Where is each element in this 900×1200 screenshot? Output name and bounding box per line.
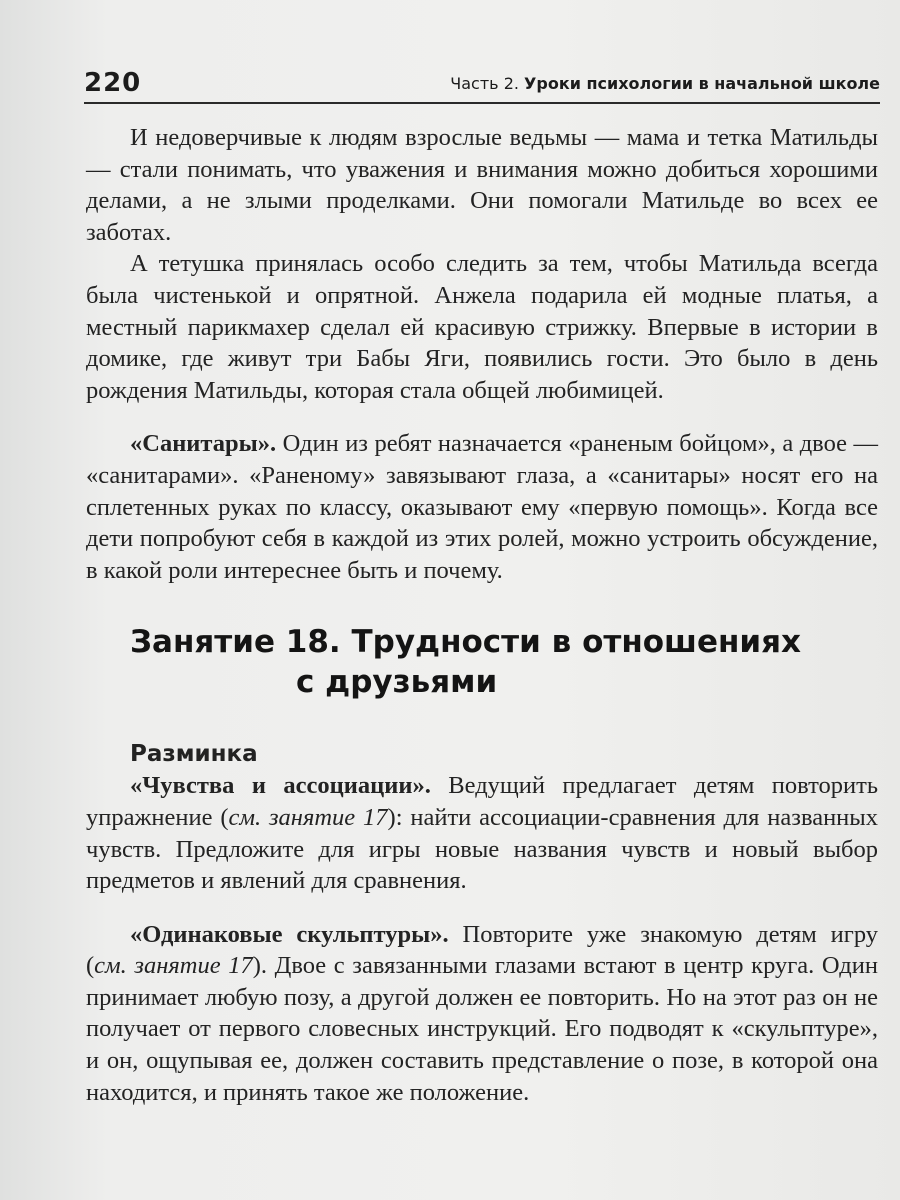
exercise-sculptures xyxy=(86,919,878,1109)
exercise-text: Ведущий предлагает детям повторить упражнение ( xyxy=(86,772,878,831)
spacer xyxy=(86,586,878,622)
exercise-feelings xyxy=(86,770,878,896)
exercise-sanitary xyxy=(86,428,878,586)
lesson-title-line-1: Трудности в отношениях xyxy=(351,624,802,661)
running-header xyxy=(84,66,880,104)
exercise-text: Один из ребят назначается «раненым бойцом», а двое — «санитарами». «Раненому» завязывают глаза, а «санитары» носят его на сплетенных руках по классу, оказывают ему «первую помощь». Когда все дети попробуют себя в каждой из этих ролей, можно устроить обсуждение, в какой роли интереснее быть и почему. xyxy=(86,430,878,584)
cross-reference: см. занятие 17 xyxy=(228,803,388,831)
exercise-text: ). Двое с завязанными глазами встают в центр круга. Один принимает любую позу, а другой должен ее повторить. Но на этот раз он не получает от первого словесных инструкций. Его подводят к «скульптуре», и он, ощупывая ее, должен составить представление о позе, в которой она находится, и принять такое же положение. xyxy=(86,952,878,1106)
part-title: Уроки психологии в начальной школе xyxy=(524,74,880,93)
lesson-prefix: Занятие 18. xyxy=(130,624,341,661)
running-head xyxy=(450,74,880,93)
exercise-text: ): найти ассоциации-сравнения для названных чувств. Предложите для игры новые названия чувств и новый выбор предметов и явлений для сравнения. xyxy=(86,803,878,895)
section-heading: Разминка xyxy=(130,741,258,768)
spacer xyxy=(86,406,878,428)
spacer xyxy=(86,702,878,738)
cross-reference: см. занятие 17 xyxy=(94,952,253,980)
exercise-title: «Одинаковые скульптуры». xyxy=(130,920,449,948)
exercise-title: «Санитары». xyxy=(130,430,277,458)
page-number: 220 xyxy=(84,68,142,98)
lesson-title xyxy=(86,622,878,702)
lesson-title-line-2: с друзьями xyxy=(296,664,498,701)
story-paragraph-2: А тетушка принялась особо следить за тем, чтобы Матильда всегда была чистенькой и опрятной. Анжела подарила ей модные платья, а местный парикмахер сделал ей красивую стрижку. Впервые в истории в домике, где живут три Бабы Яги, появились гости. Это было в день рождения Матильды, которая стала общей любимицей. xyxy=(86,250,878,404)
story-paragraph-1: И недоверчивые к людям взрослые ведьмы — мама и тетка Матильды — стали понимать, что уважения и внимания можно добиться хорошими делами, а не злыми проделками. Они помогали Матильде во всех ее заботах. xyxy=(86,124,878,246)
exercise-text: Повторите уже знакомую детям игру ( xyxy=(86,920,878,980)
exercise-title: «Чувства и ассоциации». xyxy=(130,772,431,800)
page-content xyxy=(86,122,878,1108)
spacer xyxy=(86,897,878,919)
part-label: Часть 2. xyxy=(450,74,519,93)
